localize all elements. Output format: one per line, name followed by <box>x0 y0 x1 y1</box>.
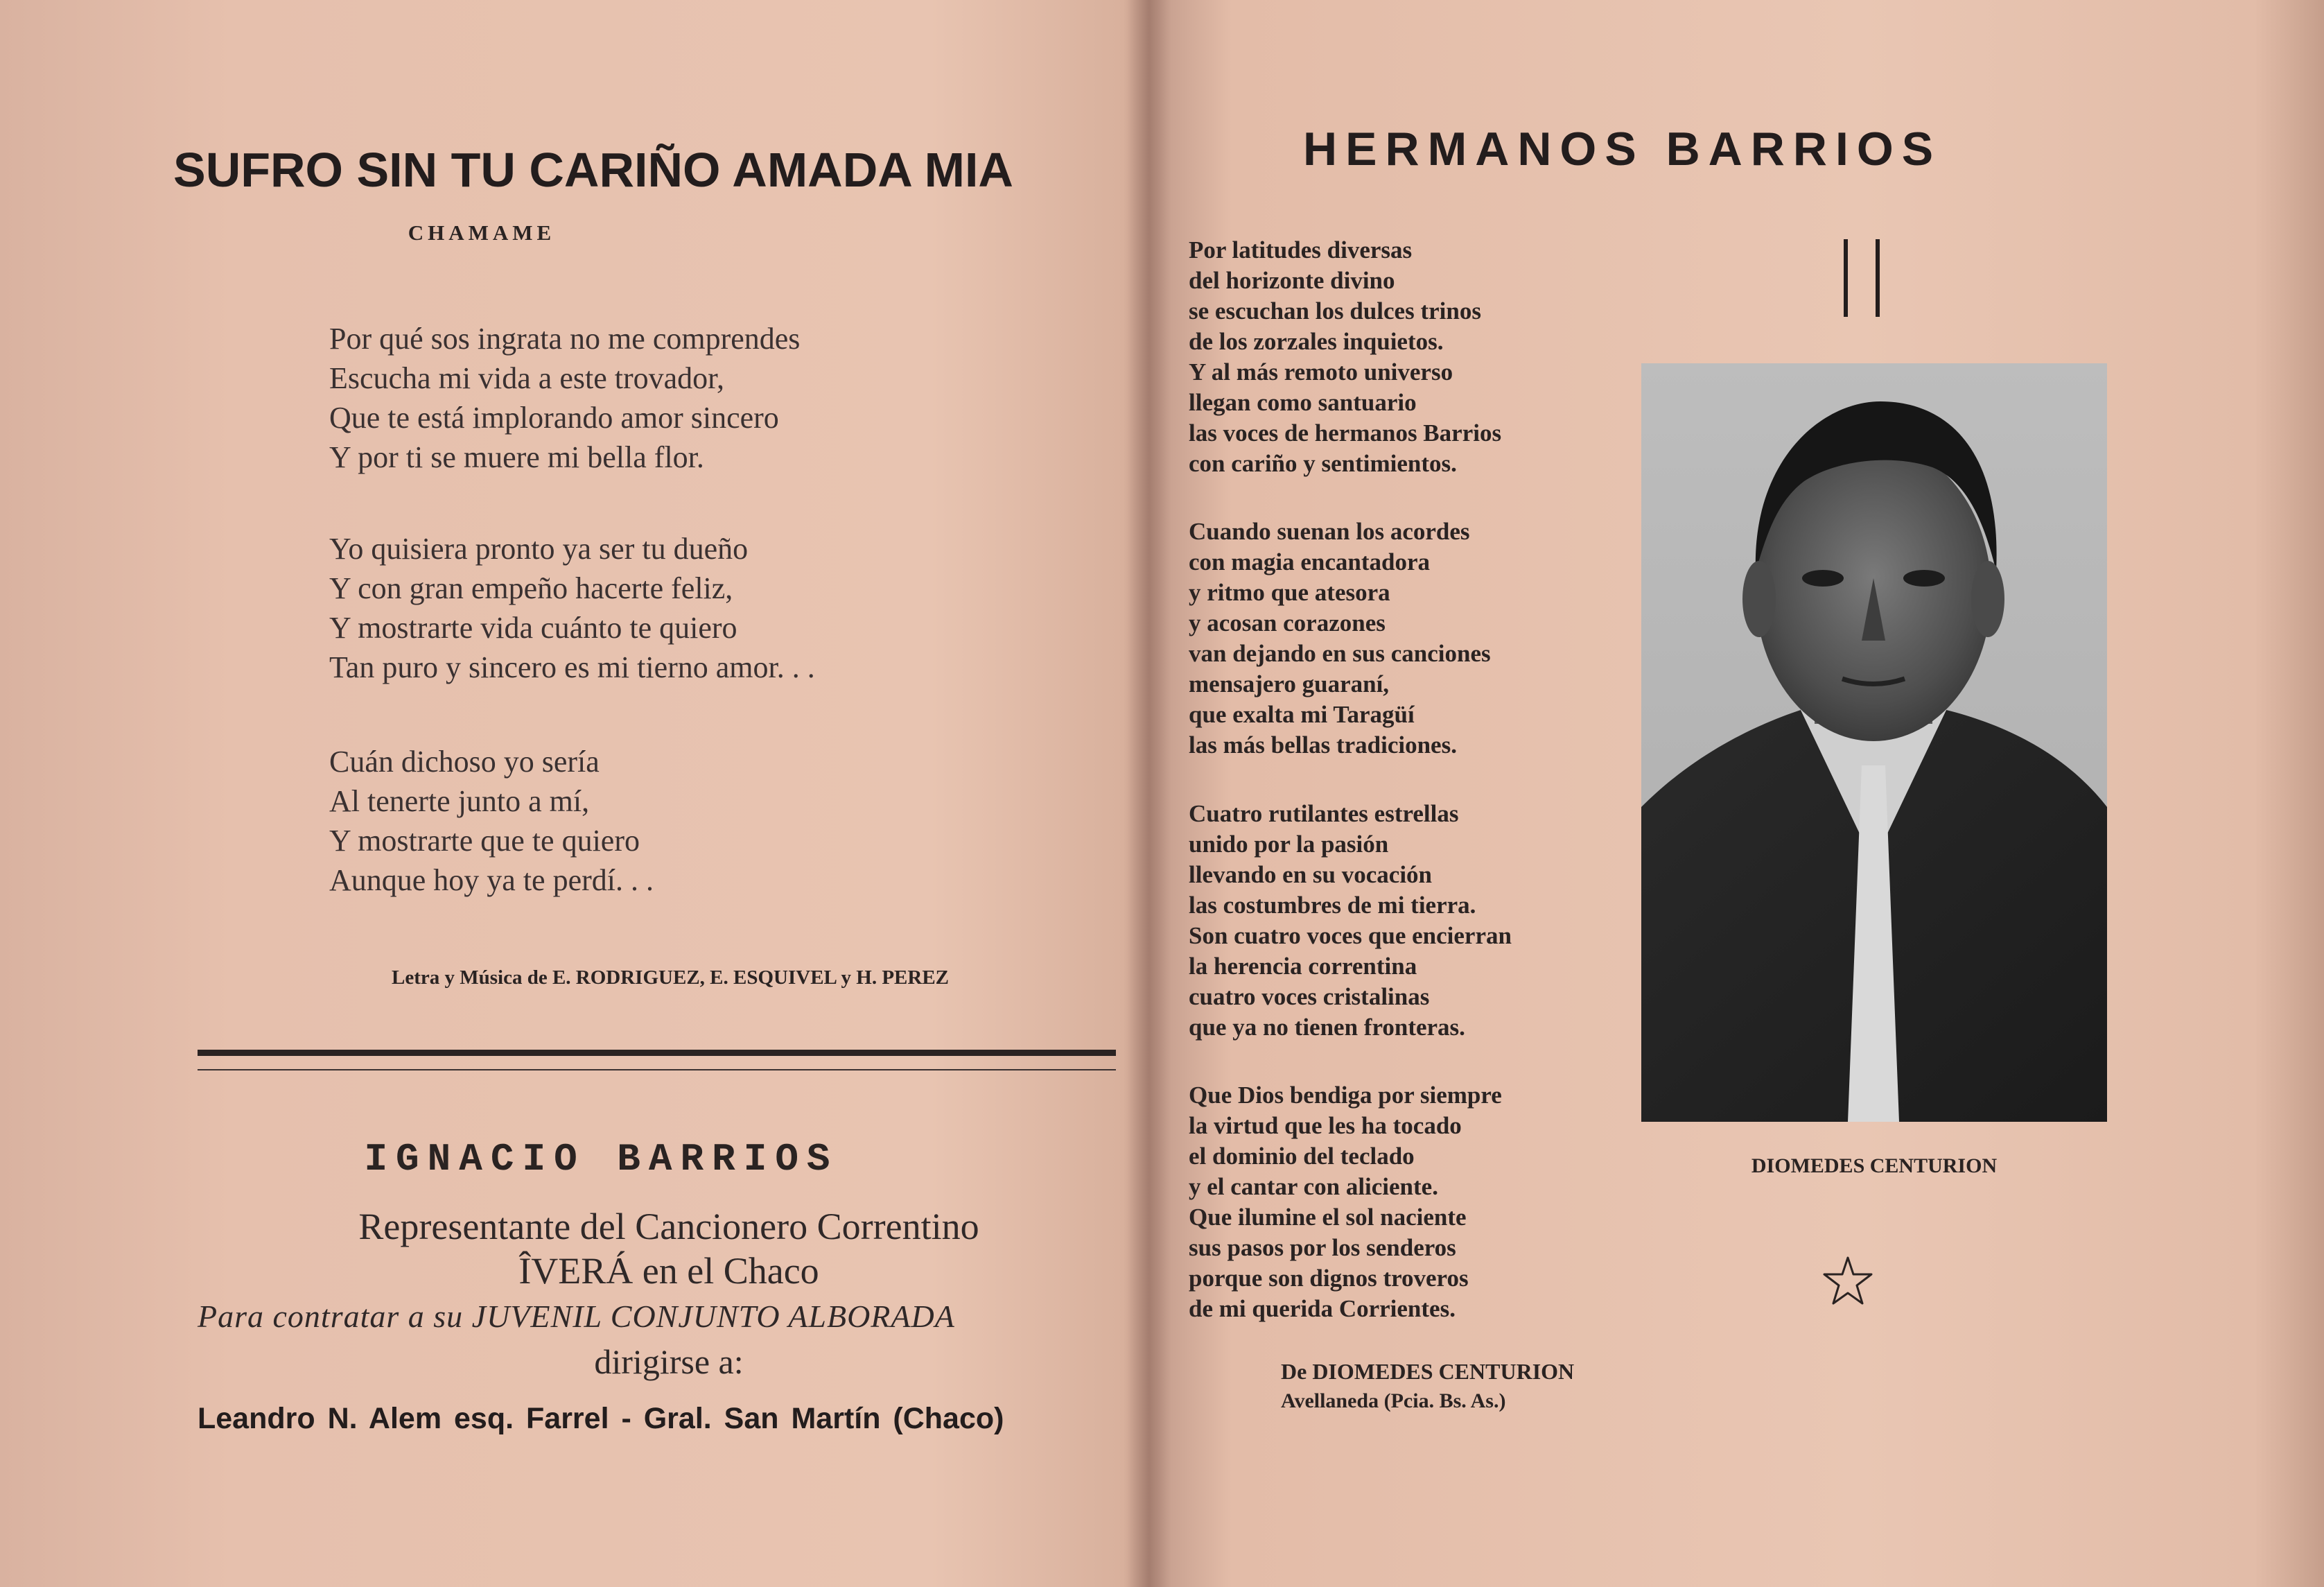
poem-line: que ya no tienen fronteras. <box>1189 1014 1465 1041</box>
poem-line: las costumbres de mi tierra. <box>1189 892 1476 919</box>
portrait-photo <box>1641 363 2107 1122</box>
poem-line: Cuatro rutilantes estrellas <box>1189 800 1459 827</box>
advert-representative: Representante del Cancionero Correntino <box>358 1206 979 1247</box>
poem-line: cuatro voces cristalinas <box>1189 983 1430 1010</box>
star-outline-icon <box>1821 1255 1874 1308</box>
song-line: Aunque hoy ya te perdí. . . <box>329 863 654 897</box>
advert-address: Leandro N. Alem esq. Farrel - Gral. San Martín (Chaco) <box>198 1402 1004 1435</box>
poem-line: Que Dios bendiga por siempre <box>1189 1082 1502 1109</box>
photo-caption: DIOMEDES CENTURION <box>1751 1154 1998 1177</box>
song-title: SUFRO SIN TU CARIÑO AMADA MIA <box>173 143 1013 197</box>
poem-line: Por latitudes diversas <box>1189 236 1413 263</box>
poem-line: van dejando en sus canciones <box>1189 640 1491 667</box>
poem-line: con cariño y sentimientos. <box>1189 450 1457 477</box>
poem-line: Son cuatro voces que encierran <box>1189 922 1512 949</box>
poem-line: sus pasos por los senderos <box>1189 1234 1456 1261</box>
song-credits: Letra y Música de E. RODRIGUEZ, E. ESQUIVEL y H. PEREZ <box>392 966 950 989</box>
poem-stanza-1 <box>1189 235 1618 479</box>
poem-place: Avellaneda (Pcia. Bs. As.) <box>1281 1389 1506 1412</box>
poem-line: y el cantar con aliciente. <box>1189 1173 1438 1200</box>
poem-stanza-2 <box>1189 517 1618 761</box>
song-stanza-1 <box>329 319 1022 477</box>
poem-line: Y al más remoto universo <box>1189 358 1453 385</box>
poem-line: y acosan corazones <box>1189 609 1386 636</box>
poem-stanza-4 <box>1189 1080 1618 1324</box>
song-line: Por qué sos ingrata no me comprendes <box>329 322 801 356</box>
song-genre-label: CHAMAME <box>408 220 556 245</box>
advert-contact: dirigirse a: <box>594 1342 744 1381</box>
song-line: Y por ti se muere mi bella flor. <box>329 440 704 474</box>
poem-line: llevando en su vocación <box>1189 861 1433 888</box>
poem-line: llegan como santuario <box>1189 389 1417 416</box>
poem-line: las más bellas tradiciones. <box>1189 731 1457 758</box>
song-line: Escucha mi vida a este trovador, <box>329 361 725 395</box>
poem-line: las voces de hermanos Barrios <box>1189 419 1502 446</box>
advert-name-text: IGNACIO BARRIOS <box>364 1137 839 1181</box>
poem-line: la herencia correntina <box>1189 953 1417 980</box>
advert-ivera: ÎVERÁ en el Chaco <box>518 1250 819 1292</box>
poem-line: de los zorzales inquietos. <box>1189 328 1444 355</box>
poem-line: Cuando suenan los acordes <box>1189 518 1470 545</box>
song-line: Que te está implorando amor sincero <box>329 401 779 435</box>
poem-line: porque son dignos troveros <box>1189 1265 1469 1292</box>
song-stanza-3 <box>329 742 1022 900</box>
poem-line: mensajero guaraní, <box>1189 670 1390 697</box>
poem-line: unido por la pasión <box>1189 831 1389 858</box>
poem-line: la virtud que les ha tocado <box>1189 1112 1462 1139</box>
song-line: Yo quisiera pronto ya ser tu dueño <box>329 532 749 566</box>
poem-line: de mi querida Corrientes. <box>1189 1295 1456 1322</box>
poem-line: se escuchan los dulces trinos <box>1189 297 1481 324</box>
portrait-illustration <box>1641 363 2107 1122</box>
poem-line: Que ilumine el sol naciente <box>1189 1204 1467 1231</box>
poem-line: y ritmo que atesora <box>1189 579 1390 606</box>
section-mark-ii <box>1844 239 1880 317</box>
poem-line: del horizonte divino <box>1189 267 1395 294</box>
poem-line: con magia encantadora <box>1189 548 1431 575</box>
song-genre <box>173 220 1116 245</box>
poem-line: el dominio del teclado <box>1189 1143 1415 1170</box>
song-line: Tan puro y sincero es mi tierno amor. . . <box>329 650 815 684</box>
song-stanza-2 <box>329 529 1022 687</box>
poem-stanza-3 <box>1189 799 1618 1043</box>
advert-contract: Para contratar a su JUVENIL CONJUNTO ALBORADA <box>198 1299 955 1334</box>
advert-name <box>198 1137 1116 1181</box>
song-line: Y mostrarte que te quiero <box>329 824 640 858</box>
poem-credit: De DIOMEDES CENTURION <box>1281 1359 1575 1384</box>
song-line: Cuán dichoso yo sería <box>329 745 600 779</box>
poem-title: HERMANOS BARRIOS <box>1303 123 1942 175</box>
divider-thick <box>198 1050 1116 1056</box>
song-line: Y con gran empeño hacerte feliz, <box>329 571 733 605</box>
song-line: Y mostrarte vida cuánto te quiero <box>329 611 737 645</box>
song-line: Al tenerte junto a mí, <box>329 784 590 818</box>
poem-line: que exalta mi Taragüí <box>1189 701 1415 728</box>
divider-thin <box>198 1069 1116 1070</box>
